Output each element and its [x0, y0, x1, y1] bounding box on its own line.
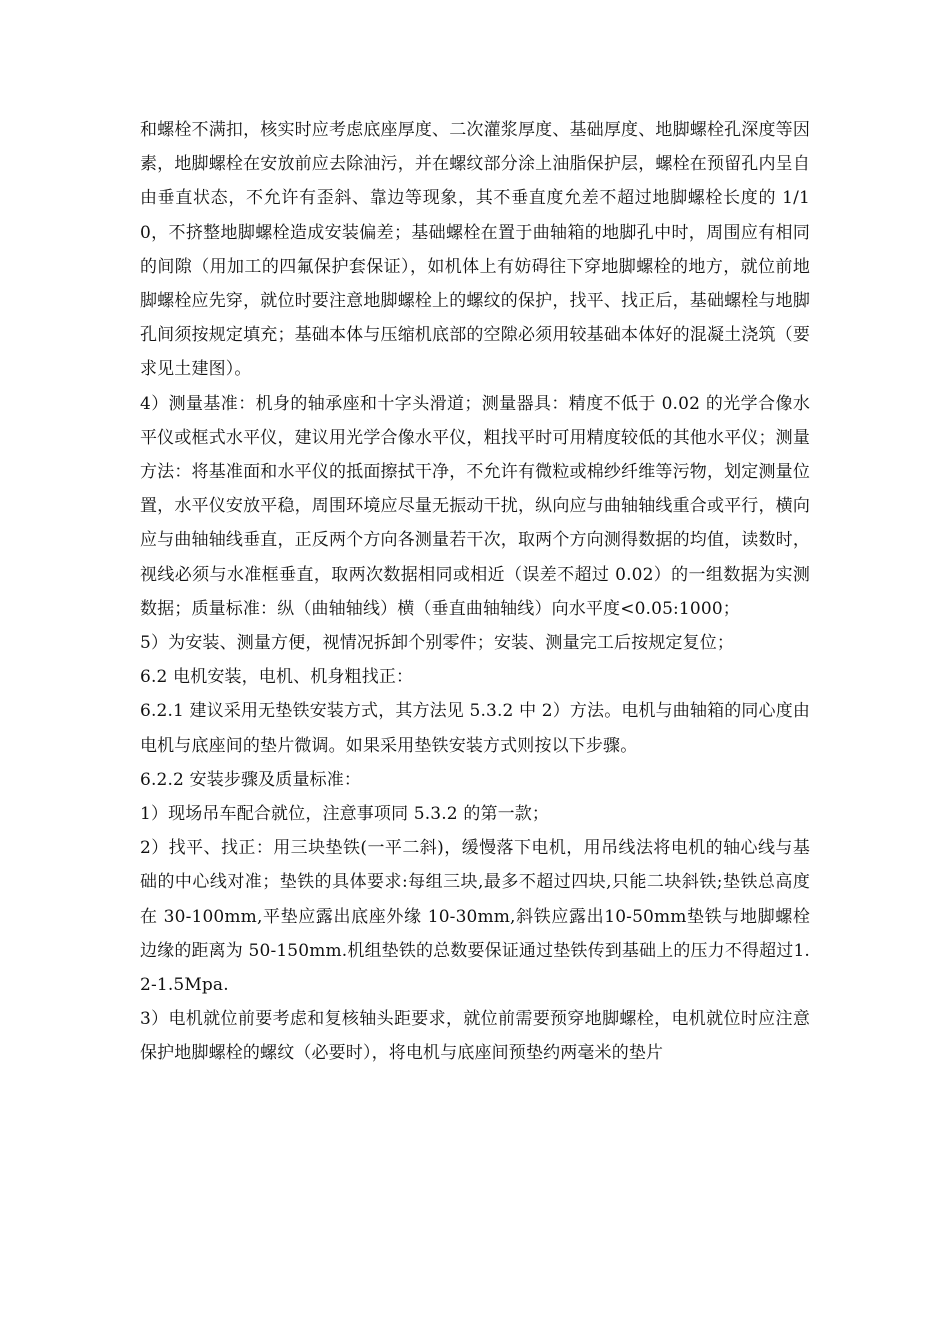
- section-heading-6-2: 6.2 电机安装，电机、机身粗找正：: [140, 667, 414, 688]
- paragraph-anchor-bolt-notes: 和螺栓不满扣，核实时应考虑底座厚度、二次灌浆厚度、基础厚度、地脚螺栓孔深度等因素，地脚螺栓在安放前应去除油污，并在螺纹部分涂上油脂保护层，螺栓在预留孔内呈自由垂直状态，不允许有歪斜、靠边等现象，其不垂直度允差不超过地脚螺栓长度的 1/10，不挤整地脚螺栓造成安装偏差；基础螺栓在置于曲轴箱的地脚孔中时，周围应有相同的间隙（用加工的四氟保护套保证），如机体上有妨碍往下穿地脚螺栓的地方，就位前地脚螺栓应先穿，就位时要注意地脚螺栓上的螺纹的保护，找平、找正后，基础螺栓与地脚孔间须按规定填充；基础本体与压缩机底部的空隙必须用较基础本体好的混凝土浇筑（要求见土建图）。: [140, 120, 810, 380]
- document-body: [140, 113, 810, 1071]
- paragraph-measurement-reference: 4）测量基准：机身的轴承座和十字头滑道；测量器具：精度不低于 0.02 的光学合像水平仪或框式水平仪，建议用光学合像水平仪，粗找平时可用精度较低的其他水平仪；测量方法：将基准面和水平仪的抵面擦拭干净，不允许有微粒或棉纱纤维等污物，划定测量位置，水平仪安放平稳，周围环境应尽量无振动干扰，纵向应与曲轴轴线重合或平行，横向应与曲轴轴线垂直，正反两个方向各测量若干次，取两个方向测得数据的均值，读数时，视线必须与水准框垂直，取两次数据相同或相近（误差不超过 0.02）的一组数据为实测数据；质量标准：纵（曲轴轴线）横（垂直曲轴轴线）向水平度<0.05:1000；: [140, 393, 810, 619]
- paragraph-6-2-1: 6.2.1 建议采用无垫铁安装方式，其方法见 5.3.2 中 2）方法。电机与曲轴箱的同心度由电机与底座间的垫片微调。如果采用垫铁安装方式则按以下步骤。: [140, 701, 810, 756]
- list-item-3: 3）电机就位前要考虑和复核轴头距要求，就位前需要预穿地脚螺栓，电机就位时应注意保护地脚螺栓的螺纹（必要时），将电机与底座间预垫约两毫米的垫片: [140, 1009, 810, 1064]
- list-item-1: 1）现场吊车配合就位，注意事项同 5.3.2 的第一款；: [140, 804, 550, 825]
- paragraph-disassembly-note: 5）为安装、测量方便，视情况拆卸个别零件；安装、测量完工后按规定复位；: [140, 633, 735, 654]
- section-heading-6-2-2: 6.2.2 安装步骤及质量标准：: [140, 769, 362, 790]
- list-item-2: 2）找平、找正：用三块垫铁(一平二斜)，缓慢落下电机，用吊线法将电机的轴心线与基础的中心线对准；垫铁的具体要求:每组三块,最多不超过四块,只能二块斜铁;垫铁总高度在 30-100mm,平垫应露出底座外缘 10-30mm,斜铁应露出10-50mm垫铁与地脚螺栓边缘的距离为 50-150mm.机组垫铁的总数要保证通过垫铁传到基础上的压力不得超过1.2-1.5Mpa.: [140, 838, 810, 996]
